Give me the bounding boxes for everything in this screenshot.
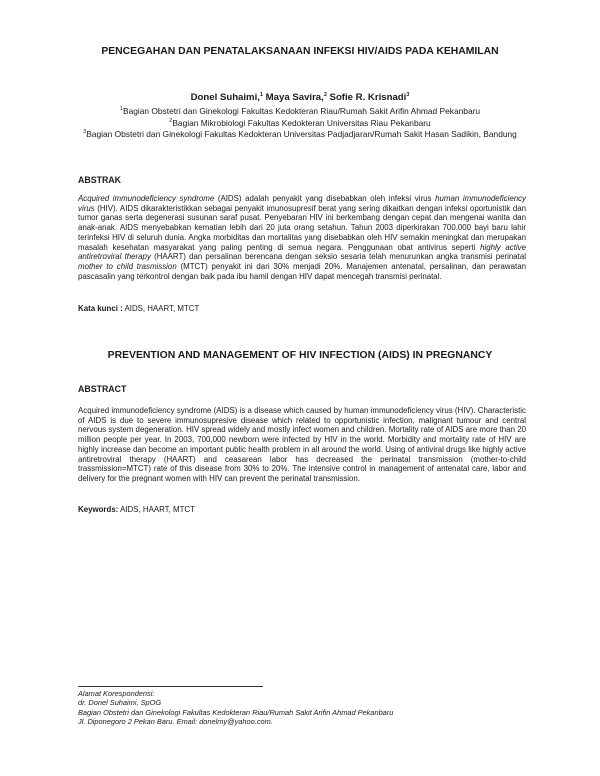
abstrak-italic: Acquired immunodeficiency syndrome bbox=[78, 194, 215, 203]
author-name: Sofie R. Krisnadi bbox=[329, 92, 407, 103]
affiliation-sup: 2 bbox=[169, 117, 173, 124]
affiliation-item bbox=[60, 118, 540, 130]
kata-kunci bbox=[78, 304, 199, 314]
abstrak-heading: ABSTRAK bbox=[78, 175, 122, 185]
abstract-heading: ABSTRACT bbox=[78, 384, 127, 394]
title-indonesian: PENCEGAHAN DAN PENATALAKSANAAN INFEKSI HIV/AIDS PADA KEHAMILAN bbox=[101, 46, 499, 57]
author-sup: 1 bbox=[259, 91, 263, 98]
title-english: PREVENTION AND MANAGEMENT OF HIV INFECTION (AIDS) IN PREGNANCY bbox=[107, 350, 493, 361]
footnote-line: Bagian Obstetri dan Ginekologi Fakultas Kedokteran Riau/Rumah Sakit Arifin Ahmad Pekanbaru bbox=[78, 707, 394, 717]
abstrak-body bbox=[78, 194, 526, 281]
author-name: Donel Suhaimi, bbox=[190, 92, 260, 103]
abstrak-italic: highly active antiretroviral therapy bbox=[78, 242, 526, 262]
affiliation-sup: 1 bbox=[119, 106, 123, 113]
keywords-value: AIDS, HAART, MTCT bbox=[118, 505, 195, 514]
author-name: Maya Savira, bbox=[265, 92, 324, 103]
author-sup: 3 bbox=[406, 91, 410, 98]
affiliation-item bbox=[60, 129, 540, 141]
correspondence-footnote bbox=[78, 689, 518, 727]
abstrak-text: (HIV). AIDS dikarakteristikkan sebagai penyakit imunosupresif berat yang sering dikaitkan dengan infeksi oportunistik dan tumor ganas serta degenerasi susunan saraf pusat. Penyebaran HIV ini berkembang dengan cepat dan mengenai wanita dan anak-anak. AIDS menyebabkan kematian lebih dari 20 juta orang setahun. Tahun 2003 diperkirakan 700.000 bayi baru lahir terinfeksi HIV di seluruh dunia. Angka morbiditas dan mortalitas yang disebabkan oleh HIV semakin meningkat dan merupakan masalah kesehatan masyarakat yang paling penting di semua negara. Penggunaan obat antivirus seperti bbox=[78, 203, 526, 252]
affiliation-text: Bagian Obstetri dan Ginekologi Fakultas Kedokteran Riau/Rumah Sakit Arifin Ahmad Pekanbaru bbox=[122, 106, 481, 116]
keywords-label: Keywords: bbox=[78, 505, 119, 514]
abstrak-italic: mother to child trasmission bbox=[78, 261, 177, 271]
abstrak-text: (MTCT) penyakit ini dari 30% menjadi 20%. Manajemen antenatal, persalinan, dan perawatan pascasalin yang terkontrol dengan baik pada ibu hamil dengan HIV dapat mencegah transmisi perinatal. bbox=[78, 261, 526, 281]
author-line bbox=[60, 92, 540, 104]
abstrak-text: (HAART) dan persalinan berencana dengan seksio sesaria telah menurunkan angka transmisi perinatal bbox=[150, 252, 526, 262]
affiliation-item bbox=[60, 106, 540, 118]
abstrak-italic: human immunodeficiency virus bbox=[78, 194, 527, 213]
abstrak-text: (AIDS) adalah penyakit yang disebabkan oleh infeksi virus bbox=[214, 194, 436, 203]
kata-kunci-value: AIDS, HAART, MTCT bbox=[122, 304, 200, 313]
affiliations bbox=[60, 106, 540, 141]
footnote-line: dr. Donel Suhaimi, SpOG bbox=[78, 698, 162, 708]
affiliation-text: Bagian Mikrobiologi Fakultas Kedokteran Universitas Riau Pekanbaru bbox=[172, 117, 431, 128]
affiliation-sup: 3 bbox=[83, 129, 87, 136]
footnote-line: Alamat Korespondensi: bbox=[78, 689, 155, 698]
affiliation-text: Bagian Obstetri dan Ginekologi Fakultas Kedokteran Universitas Padjadjaran/Rumah Sakit Hasan Sadikin, Bandung bbox=[86, 129, 517, 139]
author-sup: 2 bbox=[323, 91, 327, 98]
kata-kunci-label: Kata kunci : bbox=[78, 304, 123, 313]
abstract-body: Acquired immunodeficiency syndrome (AIDS) is a disease which caused by human immunodeficiency virus (HIV). Characteristic of AIDS is due to severe immunosupresive disease which related to opportunistic infection, malignant tumour and central nervous system degeneration. HIV spread widely and mostly infect women and children. Mortality rate of AIDS are more than 20 million people per year. In 2003, 700,000 newborn were infected by HIV in the world. Morbidity and mortality rate of HIV are highly increase dan become an important public health problem in all around the world. Using of antiviral drugs like highly active antiretroviral therapy (HAART) and ceasarean labor has decreased the perinatal transmission (mother-to-child trassmission=MTCT) rate of this disease from 30% to 20%. The intensive control in management of antenatal care, labor and delivery for the pregnant women with HIV can prevent the perinatal transmission. bbox=[78, 406, 526, 483]
footnote-line: Jl. Diponegoro 2 Pekan Baru. Email: donelmy@yahoo.com. bbox=[78, 717, 273, 727]
keywords bbox=[78, 505, 195, 515]
footnote-divider bbox=[78, 686, 263, 687]
